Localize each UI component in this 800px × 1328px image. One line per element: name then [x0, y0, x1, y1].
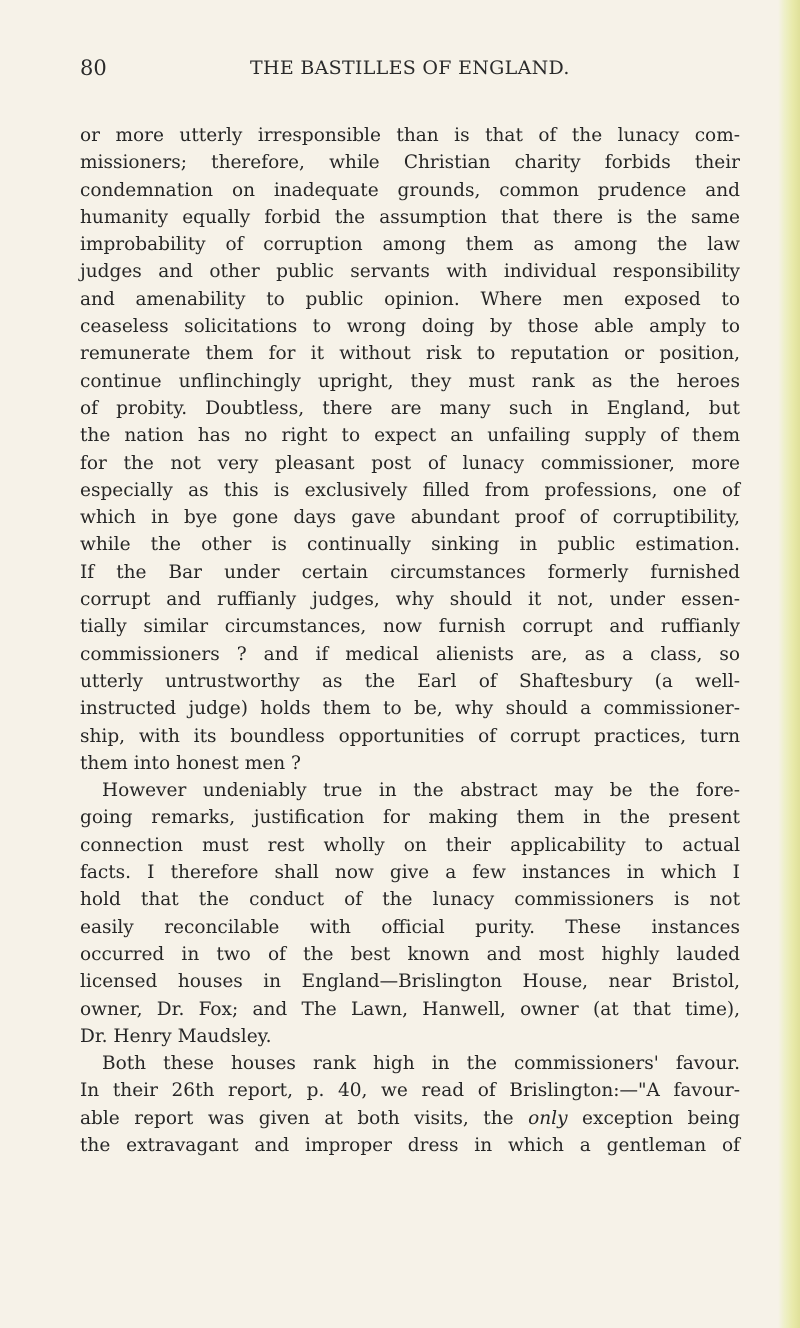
text-line: condemnation on inadequate grounds, common prudence and: [80, 179, 740, 201]
text-segment: able report was given at both visits, the: [80, 1107, 529, 1129]
text-line: them into honest men ?: [80, 752, 301, 774]
text-line: or more utterly irresponsible than is that of the lunacy com-: [80, 125, 740, 146]
text-line: continue unflinchingly upright, they must rank as the heroes: [80, 370, 740, 392]
text-line: hold that the conduct of the lunacy commissioners is not: [80, 889, 740, 911]
text-line: In their 26th report, p. 40, we read of Brislington:—"A favour-: [80, 1080, 740, 1102]
text-line: facts. I therefore shall now give a few instances in which I: [80, 862, 740, 884]
text-line: occurred in two of the best known and most highly lauded: [80, 943, 740, 965]
text-line: Dr. Henry Maudsley.: [80, 1025, 272, 1047]
page-edge: [778, 0, 800, 1328]
text-line: ceaseless solicitations to wrong doing by those able amply to: [80, 316, 740, 338]
body-text: [80, 122, 740, 1159]
page-header: [80, 56, 730, 90]
text-line: which in bye gone days gave abundant proof of corruptibility,: [80, 507, 740, 529]
text-line: If the Bar under certain circumstances formerly furnished: [80, 561, 740, 583]
text-line: commissioners ? and if medical alienists are, as a class, so: [80, 643, 740, 665]
text-line: ship, with its boundless opportunities of corrupt practices, turn: [80, 725, 740, 747]
text-line: missioners; therefore, while Christian charity forbids their: [80, 152, 740, 174]
text-line: the extravagant and improper dress in which a gentleman of: [80, 1134, 740, 1156]
text-line: Both these houses rank high in the commissioners' favour.: [102, 1053, 740, 1075]
text-line: easily reconcilable with official purity. These instances: [80, 916, 740, 938]
running-title: THE BASTILLES OF ENGLAND.: [250, 57, 570, 79]
page-number: 80: [80, 56, 107, 80]
text-line: of probity. Doubtless, there are many such in England, but: [80, 397, 740, 419]
text-line: going remarks, justification for making them in the present: [80, 807, 740, 829]
text-line: and amenability to public opinion. Where men exposed to: [80, 288, 740, 310]
text-line: especially as this is exclusively filled from professions, one of: [80, 479, 740, 501]
text-line: licensed houses in England—Brislington House, near Bristol,: [80, 971, 740, 993]
text-line: However undeniably true in the abstract may be the fore-: [102, 780, 740, 802]
text-line: remunerate them for it without risk to reputation or position,: [80, 343, 740, 365]
text-line: tially similar circumstances, now furnish corrupt and ruffianly: [80, 616, 740, 638]
text-line: the nation has no right to expect an unfailing supply of them: [80, 425, 740, 447]
text-line: utterly untrustworthy as the Earl of Shaftesbury (a well-: [80, 670, 740, 692]
text-line: instructed judge) holds them to be, why should a commissioner-: [80, 698, 740, 720]
text-line: judges and other public servants with individual responsibility: [80, 261, 740, 283]
text-line: connection must rest wholly on their applicability to actual: [80, 834, 740, 856]
text-line: corrupt and ruffianly judges, why should it not, under essen-: [80, 589, 740, 611]
text-segment: exception being: [567, 1107, 740, 1129]
text-line: for the not very pleasant post of lunacy commissioner, more: [80, 452, 740, 474]
text-line-with-emphasis: [80, 1105, 740, 1132]
emphasized-word: only: [528, 1107, 568, 1129]
text-line: improbability of corruption among them as among the law: [80, 234, 740, 256]
text-line: while the other is continually sinking in public estimation.: [80, 534, 740, 556]
text-line: owner, Dr. Fox; and The Lawn, Hanwell, owner (at that time),: [80, 998, 740, 1020]
text-line: humanity equally forbid the assumption that there is the same: [80, 206, 740, 228]
